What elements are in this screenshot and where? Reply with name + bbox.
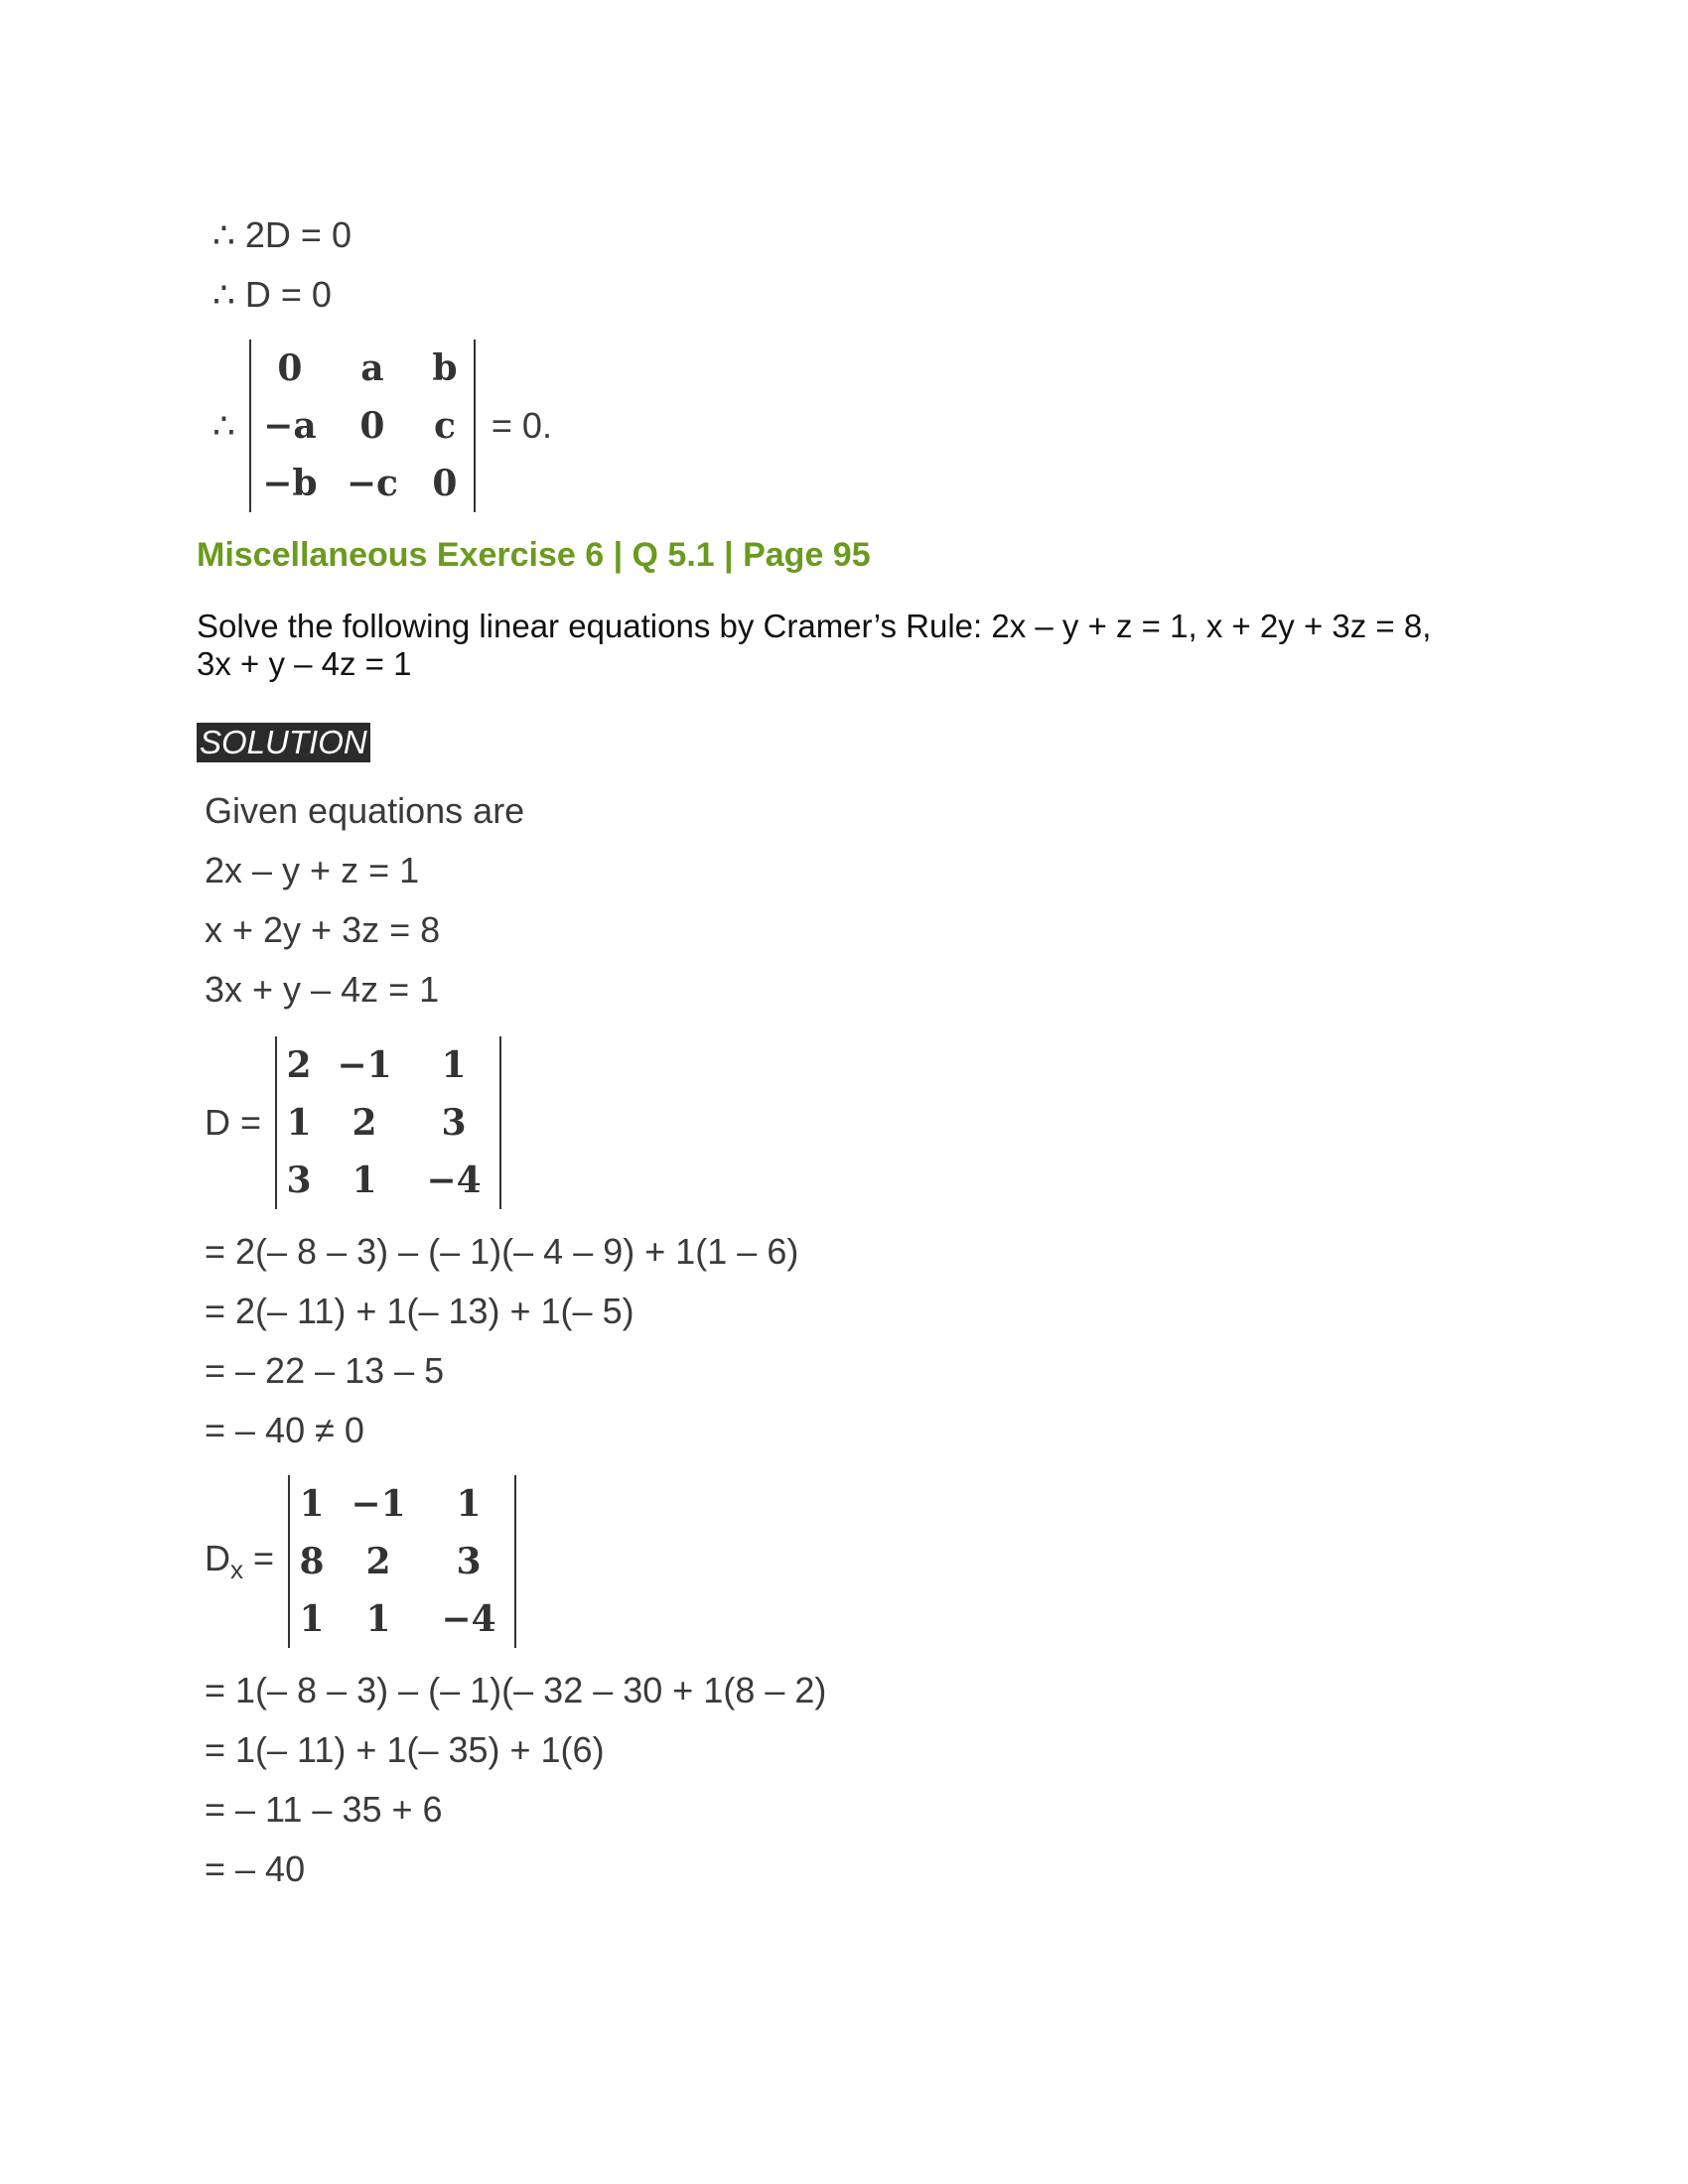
matrix-cell: 1 <box>286 1102 312 1144</box>
proof-line-2d: ∴ 2D = 0 <box>212 214 352 255</box>
solution-intro: Given equations are <box>205 790 525 831</box>
therefore-symbol: ∴ <box>212 405 235 446</box>
matrix-cell: 2 <box>286 1044 312 1086</box>
matrix-cell: 1 <box>441 1044 467 1086</box>
dx-label-eq: = <box>243 1537 275 1578</box>
dx-label-sub: x <box>230 1555 243 1585</box>
equation-3: 3x + y – 4z = 1 <box>205 969 440 1010</box>
d-step-2: = 2(– 11) + 1(– 13) + 1(– 5) <box>205 1291 634 1331</box>
matrix-cell: −4 <box>426 1160 482 1201</box>
question-text <box>197 608 1487 683</box>
exercise-heading: Miscellaneous Exercise 6 | Q 5.1 | Page 95 <box>197 536 871 574</box>
matrix-cell: 1 <box>456 1483 482 1525</box>
dx-step-3: = – 11 – 35 + 6 <box>205 1789 443 1830</box>
matrix-cell: −a <box>263 405 317 447</box>
matrix-cell: c <box>433 405 456 447</box>
equation-2: x + 2y + 3z = 8 <box>205 909 441 950</box>
determinant-d <box>205 1036 501 1209</box>
proof-result: = 0. <box>491 405 552 446</box>
matrix-cell: −4 <box>441 1598 496 1640</box>
matrix-cell: 3 <box>441 1102 467 1144</box>
matrix-cell: −1 <box>337 1044 392 1086</box>
dx-step-4: = – 40 <box>205 1848 306 1889</box>
matrix-cell: 3 <box>456 1541 482 1582</box>
matrix-cell: 1 <box>352 1160 377 1201</box>
matrix-cell: 1 <box>299 1483 325 1525</box>
matrix-cell: 2 <box>352 1102 377 1144</box>
matrix-cell: a <box>360 347 384 389</box>
proof-line-d: ∴ D = 0 <box>212 274 332 315</box>
d-step-4: = – 40 ≠ 0 <box>205 1410 364 1450</box>
dx-step-2: = 1(– 11) + 1(– 35) + 1(6) <box>205 1729 605 1770</box>
matrix-cell: −c <box>346 463 398 504</box>
matrix-cell: 1 <box>299 1598 325 1640</box>
determinant-dx <box>205 1475 516 1648</box>
matrix-cell: 0 <box>359 405 385 447</box>
determinant-d-label: D = <box>205 1102 262 1143</box>
d-step-3: = – 22 – 13 – 5 <box>205 1350 445 1391</box>
matrix-cell: −1 <box>351 1483 406 1525</box>
proof-matrix <box>249 340 476 512</box>
determinant-d-matrix <box>275 1036 501 1209</box>
solution-badge: SOLUTION <box>197 723 370 762</box>
matrix-cell: 1 <box>365 1598 391 1640</box>
proof-determinant <box>212 340 552 512</box>
matrix-cell: 0 <box>277 347 303 389</box>
matrix-cell: 2 <box>365 1541 391 1582</box>
equation-1: 2x – y + z = 1 <box>205 850 420 890</box>
question-line: 3x + y – 4z = 1 <box>197 645 412 682</box>
matrix-cell: 8 <box>299 1541 325 1582</box>
determinant-dx-matrix <box>288 1475 516 1648</box>
question-line: Solve the following linear equations by Cramer’s Rule: 2x – y + z = 1, x + 2y + 3z = 8, <box>197 608 1432 644</box>
d-step-1: = 2(– 8 – 3) – (– 1)(– 4 – 9) + 1(1 – 6) <box>205 1231 799 1272</box>
matrix-cell: 3 <box>286 1160 312 1201</box>
matrix-cell: −b <box>262 463 318 504</box>
matrix-cell: 0 <box>432 463 458 504</box>
dx-label-main: D <box>205 1537 230 1578</box>
determinant-dx-label <box>205 1538 274 1585</box>
matrix-cell: b <box>432 347 458 389</box>
dx-step-1: = 1(– 8 – 3) – (– 1)(– 32 – 30 + 1(8 – 2) <box>205 1670 827 1710</box>
